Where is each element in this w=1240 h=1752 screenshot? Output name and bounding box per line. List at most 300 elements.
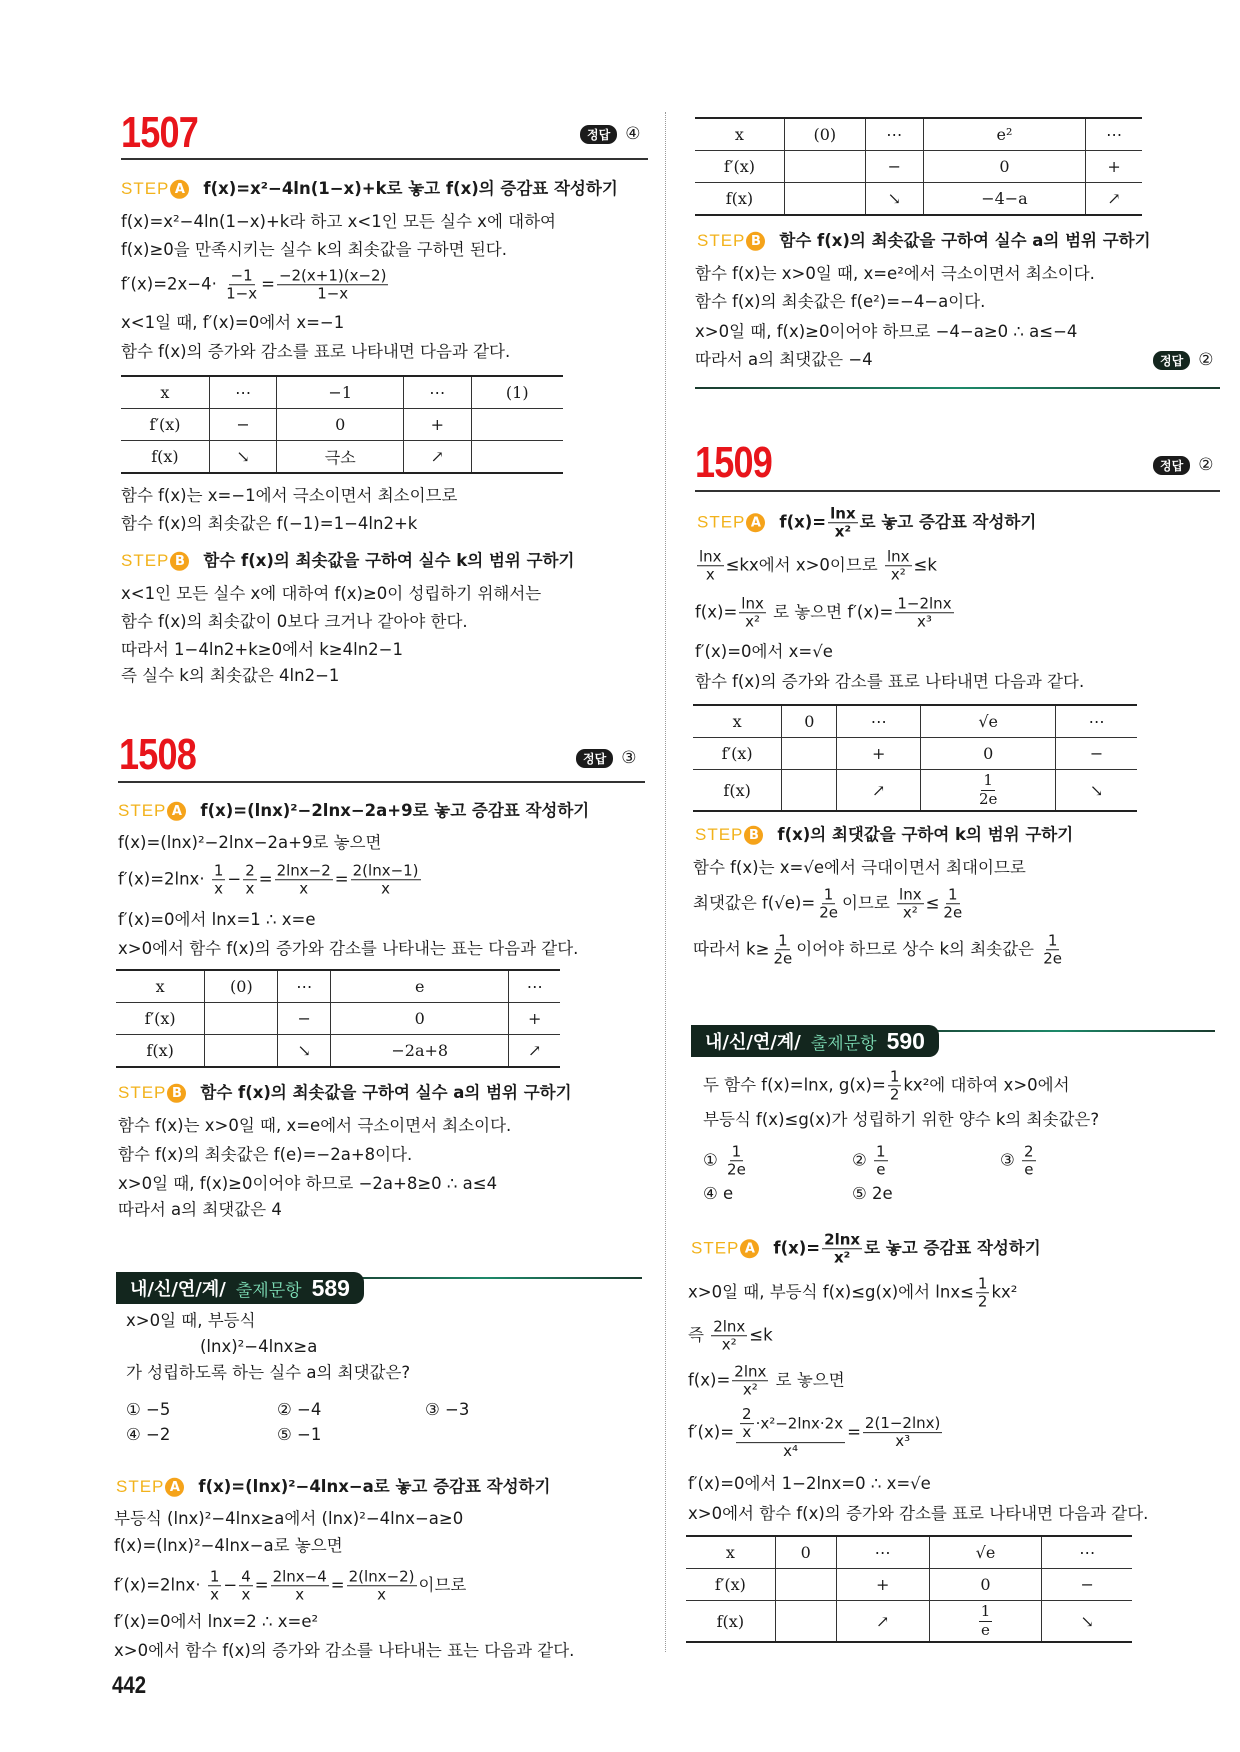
text: ↘ [887, 189, 901, 208]
solution-line [695, 322, 1077, 342]
text: ⋯ [874, 1543, 891, 1562]
text: 이므로 [841, 893, 896, 913]
table-cell [865, 151, 923, 183]
text: f′(x)= [688, 1422, 735, 1442]
text: x<1인 모든 실수 x에 대하여 f(x)≥0이 성립하기 위해서는 [121, 584, 542, 604]
denominator [725, 1162, 748, 1179]
divider-rule [900, 1030, 1215, 1032]
text: ② [852, 1150, 873, 1170]
question-line [703, 1068, 1070, 1104]
step-title [779, 504, 1037, 541]
text: ⋯ [1088, 712, 1105, 731]
text: 로 놓으면 f′(x)= [767, 602, 894, 622]
denominator [1041, 951, 1064, 968]
text: 함수 f(x)는 x>0일 때, x=e²에서 극소이면서 최소이다. [695, 264, 1095, 284]
text: 함수 f(x)의 최솟값은 f(−1)=1−4ln2+k [121, 514, 418, 534]
text: 따라서 a의 최댓값은 −4 [695, 350, 873, 370]
text: 1 [983, 771, 993, 790]
solution-line [695, 350, 873, 370]
text: 2 [742, 1405, 752, 1424]
solution-line [693, 932, 1066, 968]
numerator [271, 1568, 329, 1586]
table-cell [331, 1003, 509, 1035]
text: x [245, 879, 255, 898]
fraction [243, 862, 257, 898]
text: x [295, 1585, 305, 1604]
denominator [888, 1087, 902, 1104]
table-cell [775, 1536, 836, 1569]
numerator [229, 267, 255, 285]
numerator [1022, 1143, 1036, 1161]
solution-line [121, 584, 541, 604]
text: f(x)= [695, 602, 738, 622]
step-b-heading [697, 231, 1151, 251]
solution-line [118, 1200, 282, 1220]
step-badge: B [170, 552, 189, 571]
table-cell [836, 1569, 929, 1601]
text: 2lnx [734, 1362, 767, 1381]
increase-decrease-table [695, 117, 1142, 216]
denominator [832, 1250, 852, 1267]
choice [277, 1425, 321, 1445]
solution-line [695, 264, 1095, 284]
table-row [121, 441, 563, 474]
step-a-heading [691, 1231, 1041, 1267]
fraction [736, 1406, 845, 1460]
solution-line [118, 1116, 511, 1136]
fraction [941, 886, 964, 922]
text: 1 [889, 1067, 900, 1086]
table-cell [921, 705, 1056, 738]
text: e [415, 977, 425, 996]
table-cell [695, 183, 784, 216]
text: = [334, 869, 349, 889]
table-cell [116, 1035, 205, 1068]
text: − [887, 157, 901, 176]
text: f′(x)=0에서 1−2lnx=0 ∴ x=√e [688, 1474, 931, 1494]
solution-line [118, 1145, 412, 1165]
text: x [725, 1543, 735, 1562]
numerator [874, 1143, 888, 1161]
numerator [981, 772, 995, 790]
table-cell [404, 376, 471, 409]
step-label: STEP [697, 230, 746, 250]
table-header-row [693, 705, 1137, 738]
text: 2(lnx−2) [348, 1567, 415, 1586]
text: = [254, 1575, 269, 1595]
step-badge: A [746, 514, 765, 533]
text: 2 [1024, 1142, 1034, 1161]
table-cell [278, 970, 331, 1003]
fraction [275, 862, 333, 898]
text: 2(1−2lnx) [864, 1414, 941, 1433]
fraction [208, 1568, 222, 1604]
table-cell [921, 738, 1056, 770]
text: 함수 f(x)는 x=√e에서 극대이면서 최대이므로 [693, 858, 1026, 878]
table-cell [693, 770, 782, 812]
table-header-row [686, 1536, 1132, 1569]
solution-line [114, 1641, 574, 1661]
table-cell [865, 118, 923, 151]
text: − [1080, 1575, 1094, 1594]
text: 1 [980, 1602, 991, 1621]
text: f(x)=x²−4ln(1−x)+k로 놓고 f(x)의 증감표 작성하기 [203, 178, 618, 198]
divider-rule [695, 387, 1220, 389]
text: ↘ [1080, 1611, 1094, 1631]
text: 2e [978, 789, 998, 808]
increase-decrease-table [686, 1535, 1132, 1643]
table-cell [121, 409, 209, 441]
text: 2lnx [713, 1317, 746, 1336]
denominator [208, 1587, 221, 1604]
text: 0 [800, 1543, 811, 1562]
table-cell [784, 118, 865, 151]
fraction [1022, 1143, 1036, 1179]
table-cell [929, 1601, 1042, 1643]
numerator [275, 862, 333, 880]
step-a-heading [116, 1477, 550, 1497]
choice [425, 1400, 469, 1420]
table-cell [209, 441, 276, 474]
fraction [277, 267, 389, 303]
text: + [875, 1575, 890, 1594]
text: f′(x)=2lnx· [114, 1575, 206, 1595]
fraction [732, 1363, 768, 1399]
numerator [895, 595, 953, 613]
text: f(x) [716, 1611, 745, 1631]
text: 2e [773, 949, 793, 968]
denominator [240, 1587, 253, 1604]
table-cell [836, 1536, 929, 1569]
answer-badge [576, 748, 636, 768]
text: f(x)≥0을 만족시키는 실수 k의 최솟값을 구하면 된다. [121, 240, 507, 260]
step-title [203, 551, 574, 570]
text: 함수 f(x)의 최솟값이 0보다 크거나 같아야 한다. [121, 612, 468, 632]
step-label: STEP [118, 1082, 167, 1102]
table-cell [923, 151, 1085, 183]
table-cell [277, 409, 404, 441]
step-a-heading [697, 505, 1036, 541]
text: ↗ [528, 1041, 542, 1060]
text: ⋯ [235, 383, 252, 402]
table-cell [923, 118, 1085, 151]
fraction [888, 1068, 902, 1104]
text: x [210, 1585, 220, 1604]
question-number: 590 [886, 1027, 925, 1054]
text: f(x)=(lnx)²−2lnx−2a+9로 놓으면 [118, 833, 382, 853]
solution-line [693, 886, 966, 922]
numerator [243, 862, 257, 880]
table-cell [1086, 183, 1142, 216]
text: x [742, 1423, 752, 1442]
answer-badge [1153, 455, 1213, 475]
solution-line [118, 910, 316, 930]
text: ↘ [297, 1041, 311, 1060]
numerator [208, 1568, 222, 1586]
text: ⋯ [886, 125, 903, 144]
denominator [741, 1382, 760, 1399]
text: −2a+8 [391, 1041, 449, 1060]
denominator [889, 567, 908, 584]
solution-line [121, 640, 403, 660]
numerator [776, 932, 790, 950]
text: e [981, 1620, 990, 1639]
table-row [695, 183, 1142, 216]
table-cell [1056, 770, 1137, 812]
fraction [347, 1568, 417, 1604]
table-row [116, 1003, 560, 1035]
denominator [379, 881, 392, 898]
table-cell [471, 441, 563, 474]
numerator [736, 1406, 845, 1443]
text: ↘ [236, 447, 250, 466]
fraction [885, 548, 912, 584]
denominator [874, 1162, 887, 1179]
text: − [236, 415, 250, 434]
increase-decrease-table [116, 969, 560, 1068]
text: f′(x)=0에서 lnx=1 ∴ x=e [118, 910, 316, 930]
text: √e [978, 712, 998, 731]
text: lnx [741, 594, 764, 613]
table-cell [277, 376, 404, 409]
text: 함수 f(x)는 x=−1에서 극소이면서 최소이므로 [121, 486, 458, 506]
text: f(x)=(lnx)²−2lnx−2a+9로 놓고 증감표 작성하기 [200, 800, 590, 820]
text: x² [721, 1335, 737, 1354]
text: ⋯ [429, 383, 446, 402]
text: 함수 f(x)는 x>0일 때, x=e에서 극소이면서 최소이다. [118, 1116, 512, 1136]
table-cell [471, 409, 563, 441]
table-cell [929, 1536, 1042, 1569]
solution-line [121, 666, 339, 686]
text: x³ [917, 612, 932, 631]
text: 2e [819, 903, 838, 922]
fraction [771, 932, 794, 968]
numerator [212, 862, 226, 880]
problem-number: 1508 [119, 730, 196, 779]
table-cell [205, 970, 278, 1003]
answer-label: 정답 [1153, 456, 1190, 475]
text: x>0에서 함수 f(x)의 증가와 감소를 표로 나타내면 다음과 같다. [688, 1504, 1149, 1524]
text: lnx [699, 547, 722, 566]
text: 로 놓고 증감표 작성하기 [864, 1238, 1041, 1258]
numerator [1046, 932, 1060, 950]
related-question-header [691, 1025, 939, 1057]
table-cell [695, 118, 784, 151]
step-label: STEP [118, 800, 167, 820]
numerator [711, 1318, 747, 1336]
divider-rule [118, 781, 645, 783]
text: 함수 f(x)의 최솟값은 f(e²)=−4−a이다. [695, 292, 986, 312]
table-cell [509, 970, 560, 1003]
solution-line [121, 612, 468, 632]
text: f′(x) [721, 744, 753, 763]
table-cell [686, 1536, 775, 1569]
step-badge: B [167, 1084, 186, 1103]
solution-line [688, 1474, 931, 1494]
text: 1 [948, 885, 958, 904]
text: kx² [991, 1282, 1018, 1302]
denominator [224, 286, 259, 303]
denominator [781, 1443, 800, 1460]
fraction [822, 1231, 862, 1267]
table-cell [209, 409, 276, 441]
question-number: 589 [311, 1274, 350, 1301]
text: 두 함수 f(x)=lnx, g(x)= [703, 1075, 886, 1095]
text: f(x) [725, 189, 754, 208]
text: f(x)=(lnx)²−4lnx−a로 놓고 증감표 작성하기 [198, 1476, 551, 1496]
text: 2 [889, 1085, 900, 1104]
numerator [946, 886, 960, 904]
solution-line [695, 672, 1084, 692]
denominator [976, 1294, 990, 1311]
text: −4−a [981, 189, 1028, 208]
fraction [697, 548, 724, 584]
text: (lnx)²−4lnx≥a [200, 1337, 318, 1357]
fraction [224, 267, 259, 303]
text: x [734, 125, 744, 144]
step-b-heading [695, 825, 1073, 845]
question-line [126, 1363, 410, 1383]
step-title [777, 825, 1073, 844]
text: x>0일 때, 부등식 [126, 1311, 256, 1331]
denominator [941, 905, 964, 922]
numerator [697, 548, 724, 566]
table-cell [782, 770, 837, 812]
step-title [198, 1477, 550, 1496]
text: ↗ [875, 1611, 890, 1631]
table-cell [784, 183, 865, 216]
text: ① −5 [126, 1400, 171, 1420]
fraction [817, 886, 840, 922]
fraction [351, 862, 421, 898]
table-header-row [116, 970, 560, 1003]
text: 함수 f(x)의 증가와 감소를 표로 나타내면 다음과 같다. [121, 342, 511, 362]
step-badge: A [740, 1240, 759, 1259]
text: (0) [230, 977, 253, 996]
text: f(x)= [688, 1370, 731, 1390]
text: 함수 f(x)의 증가와 감소를 표로 나타내면 다음과 같다. [695, 672, 1085, 692]
text: x [155, 977, 165, 996]
denominator [720, 1337, 739, 1354]
table-cell [331, 1035, 509, 1068]
text: 2(lnx−1) [352, 861, 419, 880]
table-cell [116, 970, 205, 1003]
step-label: STEP [121, 178, 170, 198]
text: 1 [1047, 931, 1058, 950]
text: x>0일 때, f(x)≥0이어야 하므로 −2a+8≥0 ∴ a≤4 [118, 1174, 498, 1194]
numerator [739, 595, 766, 613]
solution-line [688, 1406, 944, 1460]
text: 1 [977, 1274, 988, 1293]
numerator [828, 505, 858, 523]
text: 2lnx−4 [272, 1567, 327, 1586]
text: 2lnx [824, 1230, 861, 1249]
fraction [271, 1568, 329, 1604]
text: x² [902, 903, 918, 922]
text: ⋯ [296, 977, 313, 996]
fraction [897, 886, 924, 922]
text: 가 성립하도록 하는 실수 a의 최댓값은? [126, 1363, 411, 1383]
denominator [212, 881, 225, 898]
text: f(x)=(lnx)²−4lnx−a로 놓으면 [114, 1536, 343, 1556]
text: 따라서 a의 최댓값은 4 [118, 1200, 282, 1220]
question-line [200, 1337, 317, 1357]
solution-line [695, 642, 833, 662]
text: f′(x) [723, 157, 755, 176]
table-header-row [695, 118, 1142, 151]
table-cell [686, 1569, 775, 1601]
fraction [895, 595, 953, 631]
step-badge: A [165, 1478, 184, 1497]
question-line [126, 1311, 256, 1331]
text: (0) [813, 125, 837, 144]
answer-value: ② [1198, 455, 1214, 475]
tag-sublabel: 출제문항 [810, 1033, 877, 1054]
text: − [227, 869, 242, 889]
text: x<1일 때, f′(x)=0에서 x=−1 [121, 313, 345, 333]
denominator [915, 614, 934, 631]
table-cell [509, 1003, 560, 1035]
table-row [686, 1601, 1132, 1643]
text: 함수 f(x)의 최솟값을 구하여 실수 a의 범위 구하기 [200, 1082, 572, 1102]
step-label: STEP [695, 824, 744, 844]
text: ③ [1000, 1150, 1021, 1170]
fraction [725, 1143, 748, 1179]
text: −1 [328, 383, 352, 402]
text: + [528, 1009, 542, 1028]
answer-value: ④ [625, 124, 641, 144]
numerator [351, 862, 421, 880]
text: 2 [245, 861, 255, 880]
text: + [1107, 157, 1121, 176]
step-a-heading [121, 179, 618, 199]
text: ⋯ [526, 977, 543, 996]
text: 2lnx−2 [276, 861, 331, 880]
table-cell [686, 1601, 775, 1643]
text: x² [742, 1380, 758, 1399]
text: ④ −2 [126, 1425, 171, 1445]
text: kx²에 대하여 x>0에서 [903, 1075, 1070, 1095]
divider-rule [330, 1277, 642, 1279]
denominator [771, 951, 794, 968]
text: 부등식 f(x)≤g(x)가 성립하기 위한 양수 k의 최솟값은? [703, 1110, 1100, 1130]
step-title [200, 1083, 571, 1102]
solution-line [688, 1275, 1017, 1311]
divider-rule [121, 158, 648, 160]
solution-line [695, 292, 985, 312]
text: −1 [230, 266, 253, 285]
text: √e [975, 1543, 996, 1562]
text: x² [833, 1248, 851, 1267]
table-row [116, 1035, 560, 1068]
text: f(x)= [779, 512, 827, 532]
text: x [241, 1585, 251, 1604]
solution-line [688, 1318, 773, 1354]
text: 2 [977, 1292, 988, 1311]
text: ⑤ 2e [852, 1184, 893, 1204]
solution-line [114, 1568, 466, 1604]
table-cell [331, 970, 509, 1003]
text: 4 [241, 1567, 251, 1586]
text: 1 [823, 885, 834, 904]
fraction [711, 1318, 747, 1354]
text: x>0에서 함수 f(x)의 증가와 감소를 나타내는 표는 다음과 같다. [114, 1641, 575, 1661]
step-badge: A [170, 180, 189, 199]
text: 함수 f(x)의 최솟값을 구하여 실수 k의 범위 구하기 [203, 550, 575, 570]
denominator [297, 881, 310, 898]
fraction [739, 595, 766, 631]
text: 0 [335, 415, 346, 434]
